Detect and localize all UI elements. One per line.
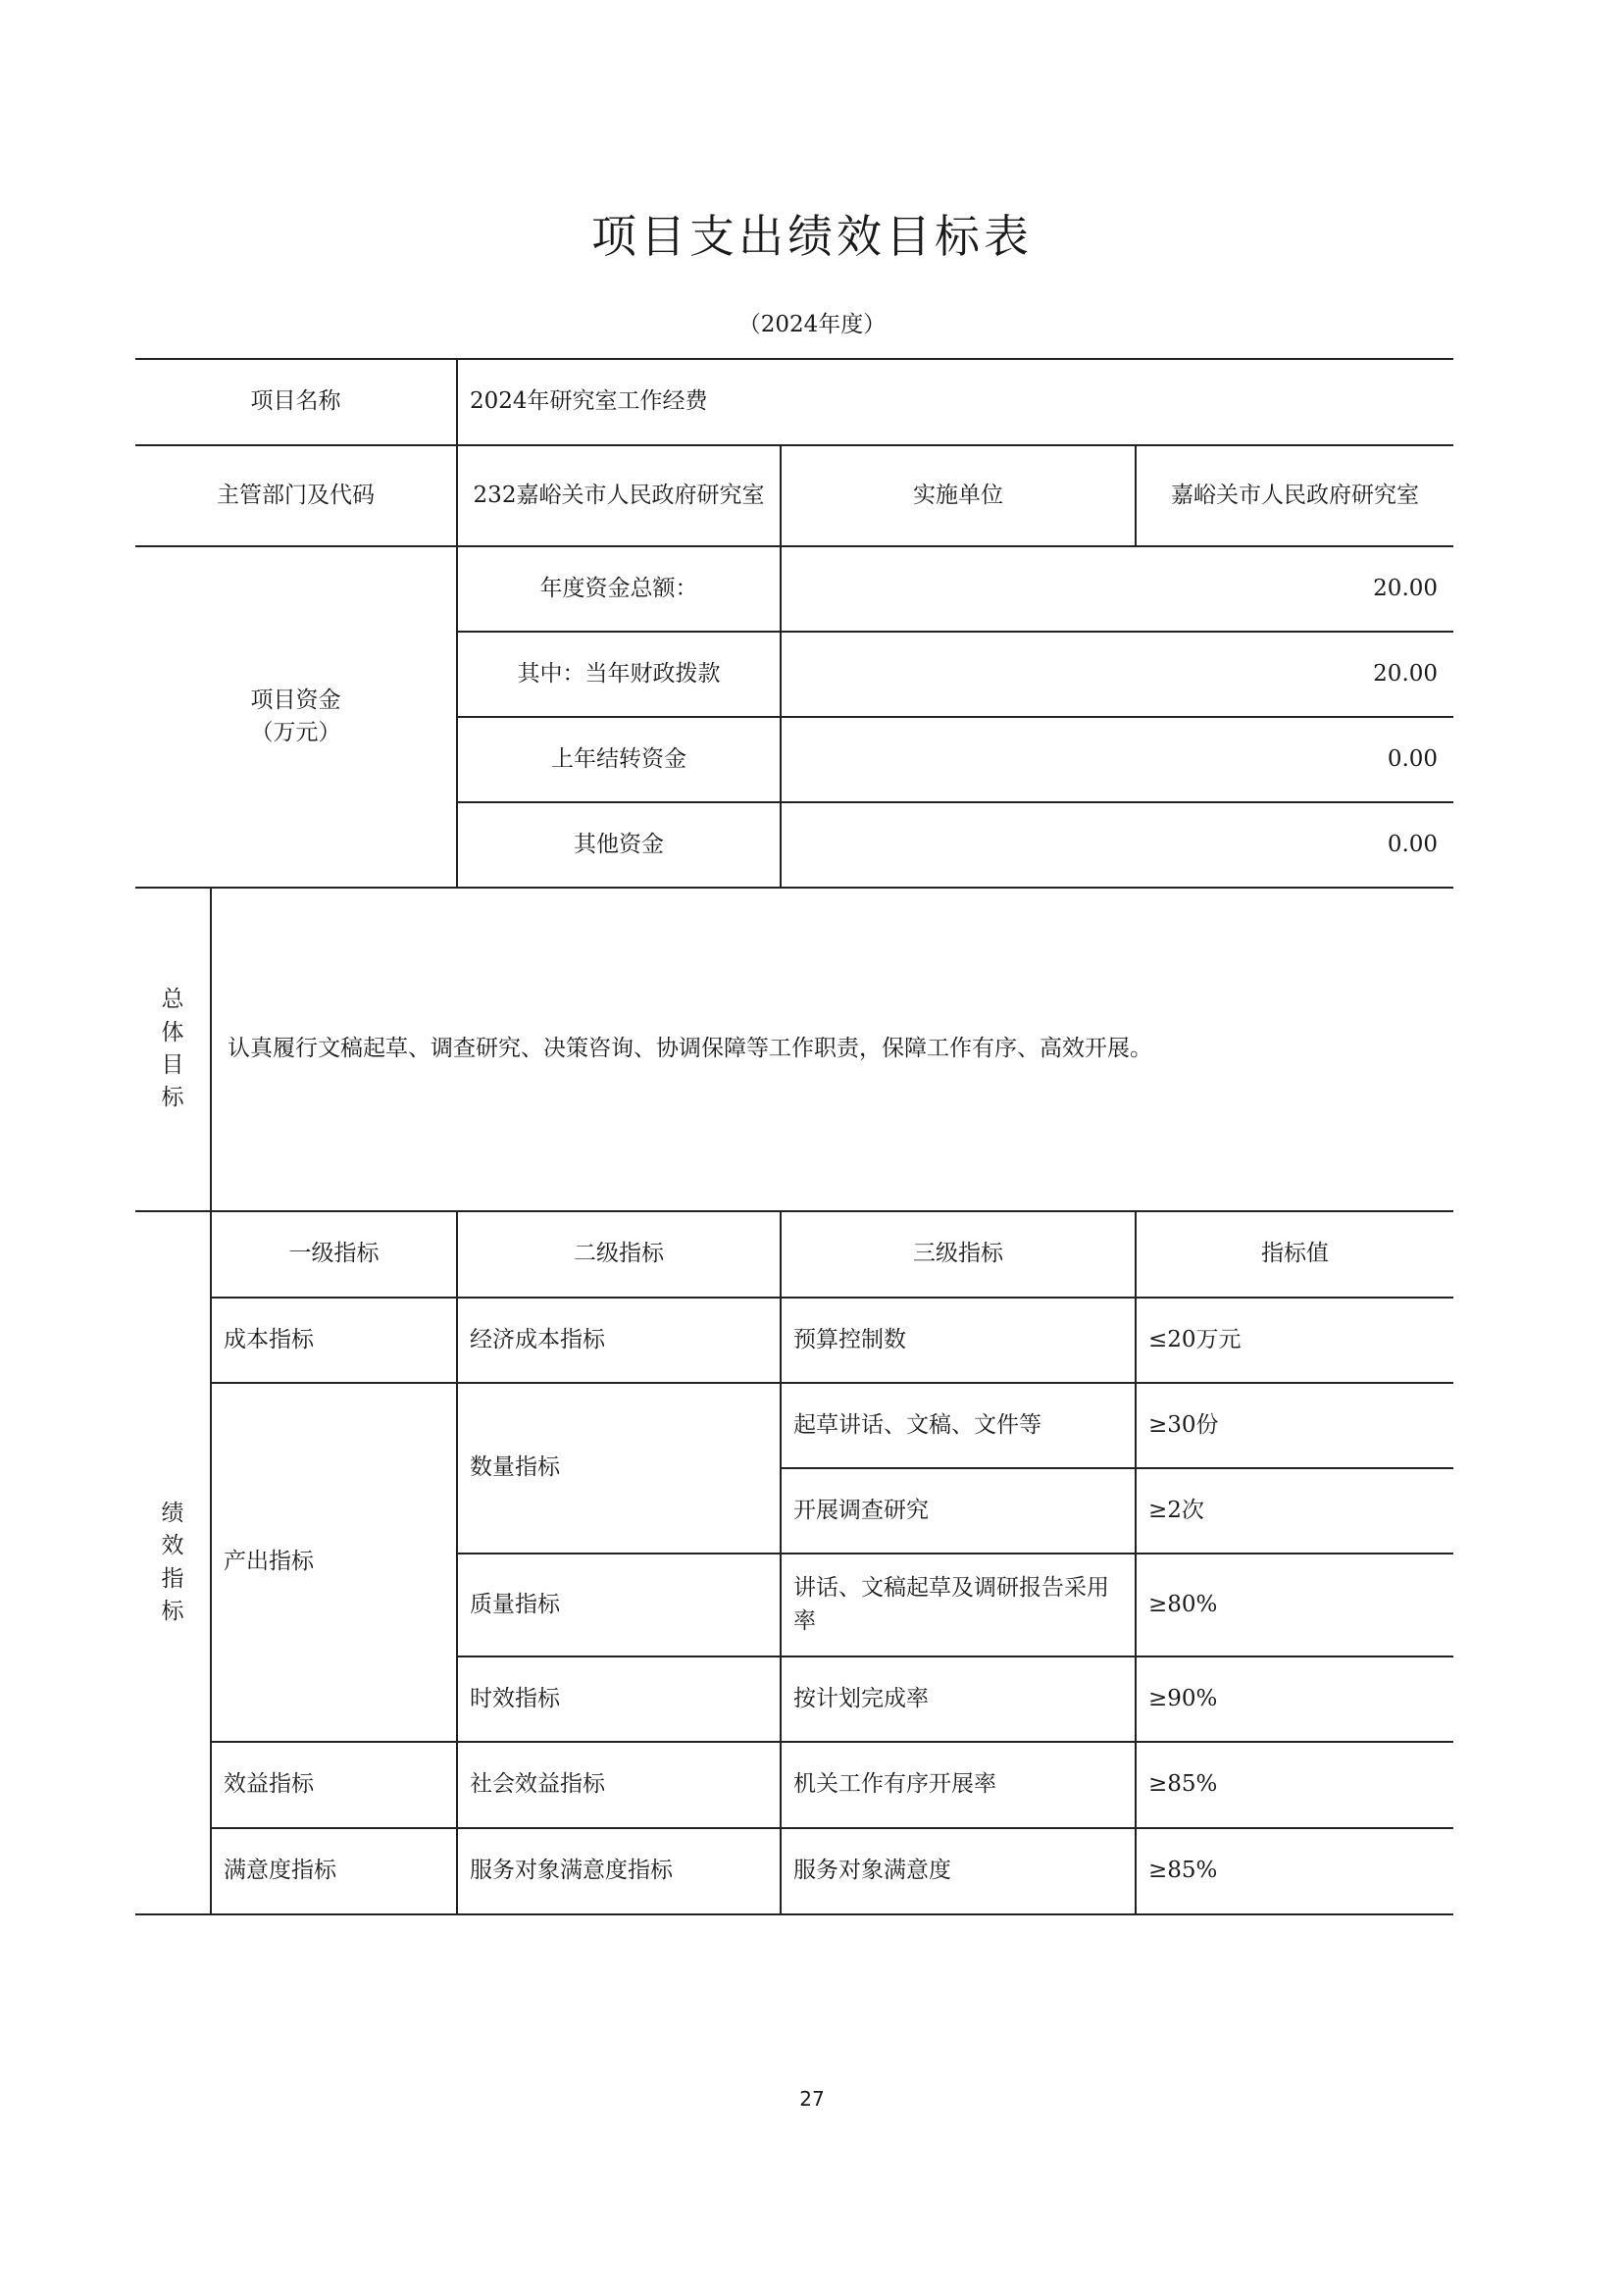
impl-unit-value: 嘉峪关市人民政府研究室 (1136, 445, 1453, 546)
project-name-value: 2024年研究室工作经费 (457, 359, 1453, 445)
funds-row-value: 0.00 (781, 717, 1453, 802)
indicator-row (135, 1828, 1453, 1914)
indicator-row (135, 1298, 1453, 1383)
dept-value: 232嘉峪关市人民政府研究室 (457, 445, 781, 546)
level1-cell: 效益指标 (211, 1742, 457, 1828)
header-level2: 二级指标 (457, 1211, 781, 1298)
level3-cell: 服务对象满意度 (781, 1828, 1136, 1914)
project-name-label: 项目名称 (135, 359, 457, 445)
project-name-row (135, 359, 1453, 445)
level3-cell: 起草讲话、文稿、文件等 (781, 1383, 1136, 1468)
funds-row-label: 上年结转资金 (457, 717, 781, 802)
page-title: 项目支出绩效目标表 (591, 210, 1033, 263)
value-cell: ≥2次 (1136, 1468, 1453, 1554)
indicators-label-cell (135, 1211, 211, 1914)
level3-cell: 按计划完成率 (781, 1656, 1136, 1742)
level3-cell: 预算控制数 (781, 1298, 1136, 1383)
funds-row-label: 其他资金 (457, 802, 781, 888)
level2-cell: 经济成本指标 (457, 1298, 781, 1383)
level3-cell: 机关工作有序开展率 (781, 1742, 1136, 1828)
dept-label: 主管部门及代码 (135, 445, 457, 546)
value-cell: ≥85% (1136, 1828, 1453, 1914)
funds-row-value: 0.00 (781, 802, 1453, 888)
goal-text: 认真履行文稿起草、调查研究、决策咨询、协调保障等工作职责，保障工作有序、高效开展。 (211, 888, 1453, 1211)
funds-row (135, 546, 1453, 632)
goal-label: 总体目标 (161, 987, 184, 1111)
page-number: 27 (799, 2087, 825, 2111)
value-cell: ≥80% (1136, 1554, 1453, 1656)
level2-cell: 社会效益指标 (457, 1742, 781, 1828)
level2-cell: 服务对象满意度指标 (457, 1828, 781, 1914)
level3-cell: 开展调查研究 (781, 1468, 1136, 1554)
indicator-row (135, 1383, 1453, 1468)
level2-cell: 时效指标 (457, 1656, 781, 1742)
indicators-label: 绩效指标 (161, 1500, 184, 1624)
funds-row-label: 其中：当年财政拨款 (457, 632, 781, 717)
funds-label-cell (135, 546, 457, 888)
level2-cell: 质量指标 (457, 1554, 781, 1656)
funds-row-value: 20.00 (781, 546, 1453, 632)
header-level1: 一级指标 (211, 1211, 457, 1298)
goal-label-cell (135, 888, 211, 1211)
goal-row (135, 888, 1453, 1211)
header-value: 指标值 (1136, 1211, 1453, 1298)
funds-row-value: 20.00 (781, 632, 1453, 717)
value-cell: ≤20万元 (1136, 1298, 1453, 1383)
indicator-header-row (135, 1211, 1453, 1298)
impl-unit-label: 实施单位 (781, 445, 1136, 546)
level2-cell: 数量指标 (457, 1383, 781, 1554)
level1-cell: 成本指标 (211, 1298, 457, 1383)
value-cell: ≥90% (1136, 1656, 1453, 1742)
funds-row-label: 年度资金总额： (457, 546, 781, 632)
funds-unit: （万元） (250, 720, 341, 745)
funds-label: 项目资金 (250, 687, 341, 713)
year-label: （2024年度） (737, 312, 887, 337)
level1-cell: 满意度指标 (211, 1828, 457, 1914)
header-level3: 三级指标 (781, 1211, 1136, 1298)
value-cell: ≥30份 (1136, 1383, 1453, 1468)
level1-cell: 产出指标 (211, 1383, 457, 1742)
indicator-row (135, 1742, 1453, 1828)
value-cell: ≥85% (1136, 1742, 1453, 1828)
level3-cell: 讲话、文稿起草及调研报告采用率 (781, 1554, 1136, 1656)
performance-table (135, 358, 1453, 1915)
dept-row (135, 445, 1453, 546)
